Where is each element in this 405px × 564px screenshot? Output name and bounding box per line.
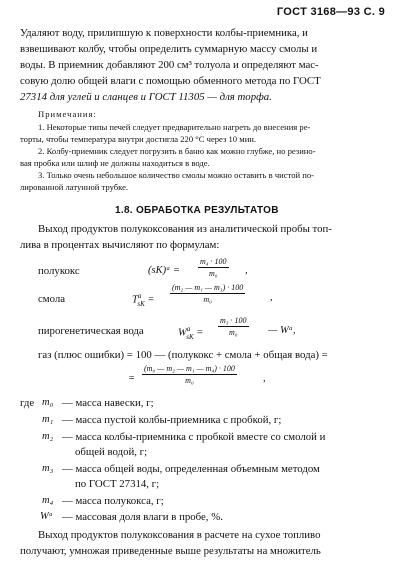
- note-line-5: 3. Только очень небольшое количество смолы можно оставить в чистой по-: [38, 170, 314, 180]
- def-text-m2-cont: общей водой, г;: [75, 446, 148, 458]
- note-line-6: лированной латунной трубке.: [20, 182, 129, 192]
- section-para-line-2: лива в процентах вычисляют по формулам:: [20, 239, 220, 251]
- def-symbol-m4: m₄: [42, 495, 54, 506]
- def-text-m1: — масса пустой колбы-приемника с пробкой, г;: [62, 414, 282, 426]
- formula-3-numerator: m₃ · 100: [220, 316, 247, 325]
- note-line-3: 2. Колбу-приемник следует погрузить в баню как можно глубже, но резино-: [38, 146, 316, 156]
- formula-2-numerator: (m₂ — m₁ — m₃) · 100: [172, 283, 244, 292]
- formula-3-lhs: $W^a_{sK}$ =: [178, 325, 204, 341]
- formula-1-lhs: (sK)ᵃ =: [148, 265, 180, 276]
- dry-para-line-1: Выход продуктов полукоксования в расчете на сухое топливо: [38, 529, 321, 541]
- formula-3-denominator: m₀: [229, 328, 238, 337]
- formula-2-fraction: [170, 283, 245, 304]
- def-symbol-wa: Wᵃ: [40, 511, 53, 522]
- formula-4-line-1: газ (плюс ошибки) = 100 — (полукокс + смола + общая вода) =: [38, 349, 328, 361]
- intro-line-1: Удаляют воду, прилипшую к поверхности колбы-приемника, и: [20, 27, 308, 39]
- def-symbol-m3: m₃: [42, 463, 54, 474]
- where-word: где: [20, 397, 35, 409]
- formula-2-lhs: $T^a_{sK}$ =: [132, 292, 155, 308]
- formula-1-comma: ,: [245, 265, 248, 276]
- note-line-4: вая пробка или шлиф не должны находиться в воде.: [20, 158, 210, 168]
- formula-2-comma: ,: [270, 292, 273, 303]
- def-symbol-m1: m₁: [42, 414, 54, 425]
- notes-title: Примечания:: [38, 109, 97, 119]
- def-text-m0: — масса навески, г;: [62, 397, 154, 409]
- formula-4-prefix: =: [128, 373, 136, 384]
- intro-line-2: взвешивают колбу, чтобы определить суммарную массу смолы и: [20, 43, 318, 55]
- formula-3-label: пирогенетическая вода: [38, 325, 144, 337]
- dry-para-line-2: получают, умножая приведенные выше результаты на множитель: [20, 545, 321, 557]
- def-text-m4: — масса полукокса, г;: [62, 495, 164, 507]
- intro-line-5: 27314 для углей и сланцев и ГОСТ 11305 — для торфа.: [20, 91, 272, 103]
- def-text-wa: — массовая доля влаги в пробе, %.: [62, 511, 223, 523]
- formula-1-denominator: m₀: [209, 269, 218, 278]
- formula-2-denominator: m₀: [203, 295, 212, 304]
- intro-line-4: совую долю общей влаги с помощью обменного метода по ГОСТ: [20, 75, 321, 87]
- formula-4-denominator: m₀: [185, 376, 194, 385]
- formula-1-label: полукокс: [38, 265, 80, 277]
- def-text-m3-cont: по ГОСТ 27314, г;: [75, 478, 160, 490]
- intro-line-3: воды. В приемник добавляют 200 см³ толуола и определяют мас-: [20, 59, 319, 71]
- section-para-line-1: Выход продуктов полукоксования из аналитической пробы топ-: [38, 223, 332, 235]
- note-line-1: 1. Некоторые типы печей следует предварительно нагреть до внесения ре-: [38, 122, 311, 132]
- note-line-2: торты, чтобы температура внутри достигла 220 °С через 10 мин.: [20, 134, 257, 144]
- formula-4-fraction: [142, 364, 237, 385]
- section-title: 1.8. ОБРАБОТКА РЕЗУЛЬТАТОВ: [115, 205, 279, 216]
- formula-3-fraction: [218, 316, 249, 337]
- formula-4-numerator: (m₀ — m₂ — m₁ — m₄) · 100: [144, 364, 235, 373]
- formula-2-label: смола: [38, 293, 66, 305]
- formula-3-tail: — Wᵃ,: [268, 325, 296, 336]
- def-text-m2: — масса колбы-приемника с пробкой вместе со смолой и: [62, 431, 326, 443]
- def-symbol-m2: m₂: [42, 431, 54, 442]
- formula-1-fraction: [198, 257, 229, 278]
- formula-1-numerator: m₄ · 100: [200, 257, 227, 266]
- page-header: ГОСТ 3168—93 С. 9: [276, 6, 385, 18]
- def-symbol-m0: m₀: [42, 397, 54, 408]
- formula-4-comma: ,: [263, 373, 266, 384]
- def-text-m3: — масса общей воды, определенная объемным методом: [62, 463, 320, 475]
